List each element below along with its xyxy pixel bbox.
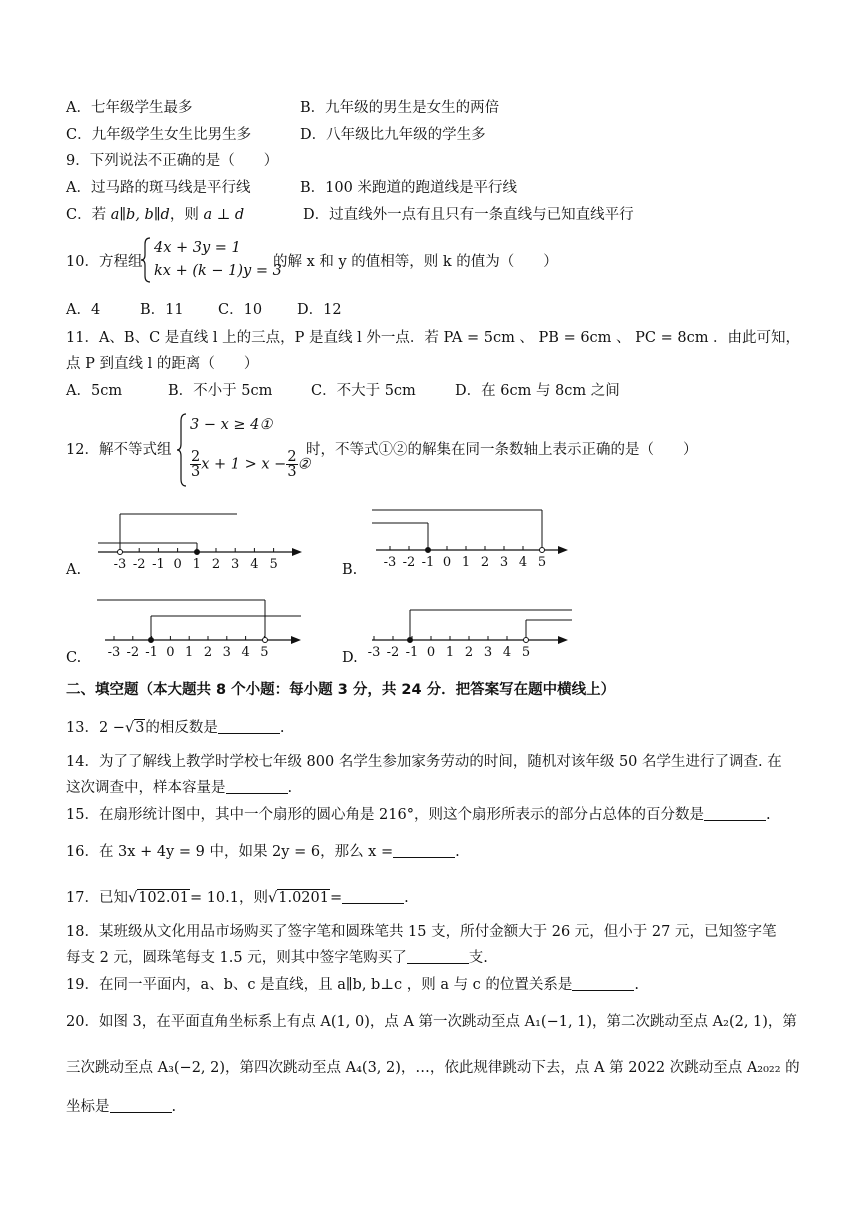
fraction-denominator: 3 <box>287 464 297 480</box>
fraction-denominator: 3 <box>191 464 201 480</box>
section-2-heading: 二、填空题（本大题共 8 个小题：每小题 3 分，共 24 分．把答案写在题中横线上） <box>66 682 616 698</box>
tick-label: 5 <box>269 557 278 570</box>
q15-answer-blank[interactable] <box>704 806 766 821</box>
q8-option-d: D．八年级比九年级的学生多 <box>300 127 486 143</box>
q20-end: . <box>171 1099 177 1115</box>
number-line-b-svg <box>370 506 580 570</box>
tick-label: -1 <box>421 555 435 570</box>
q13-post: 的相反数是 <box>145 720 218 736</box>
tick-label: 4 <box>241 645 250 658</box>
q14-text: 这次调查中，样本容量是 <box>66 780 226 796</box>
q19-end: . <box>634 977 640 993</box>
q13-radicand: 3 <box>135 720 145 736</box>
q17-answer-blank[interactable] <box>342 889 404 904</box>
q12-option-b-label: B. <box>342 562 358 578</box>
q15-text: 15．在扇形统计图中，其中一个扇形的圆心角是 216°，则这个扇形所表示的部分占总体的百分数是 <box>66 807 704 823</box>
tick-label: 1 <box>461 555 471 570</box>
tick-label: -3 <box>113 557 127 570</box>
q11-option-d: D．在 6cm 与 8cm 之间 <box>455 383 620 399</box>
q11-option-c: C．不大于 5cm <box>311 383 416 399</box>
q17-radicand-1: 102.01 <box>138 890 189 906</box>
q12-option-a-label: A. <box>66 562 82 578</box>
q13-answer-blank[interactable] <box>218 719 280 734</box>
tick-label: -3 <box>107 645 121 658</box>
number-line-c-svg <box>95 596 305 658</box>
q8-option-b: B．九年级的男生是女生的两倍 <box>300 100 500 116</box>
q10-number: 10．方程组 <box>66 254 143 270</box>
q18-line2 <box>66 948 488 968</box>
q9-c-math2: a ⊥ d <box>203 207 245 223</box>
q20-line3 <box>66 1097 176 1117</box>
fraction-two-thirds <box>190 450 201 479</box>
q11-option-b: B．不小于 5cm <box>168 383 273 399</box>
tick-label: 3 <box>231 557 240 570</box>
q20-text: 坐标是 <box>66 1099 110 1115</box>
q12-option-c-label: C. <box>66 650 82 666</box>
q12-eq2 <box>190 450 311 479</box>
fraction-two-thirds <box>286 450 297 479</box>
tick-label: 4 <box>502 645 512 658</box>
sqrt-symbol: √ <box>124 720 135 736</box>
tick-label: 2 <box>203 645 213 658</box>
q10-option-d: D．12 <box>297 302 342 318</box>
q18-line1: 18．某班级从文化用品市场购买了签字笔和圆珠笔共 15 支，所付金额大于 26 元，但小于 27 元，已知签字笔 <box>66 924 777 940</box>
fraction-numerator: 2 <box>191 449 201 465</box>
tick-label: 3 <box>483 645 493 658</box>
q10-equation-system <box>140 236 282 284</box>
q10-option-a: A．4 <box>66 302 101 318</box>
fraction-numerator: 2 <box>287 449 297 465</box>
q15-end: . <box>765 807 771 823</box>
tick-label: -1 <box>405 645 419 658</box>
q17 <box>66 888 409 908</box>
q17-eq: = <box>330 890 343 906</box>
tick-label: 1 <box>445 645 455 658</box>
number-line-d <box>368 606 576 658</box>
q12-eq2-mark: ② <box>297 456 311 473</box>
q17-mid: = 10.1，则 <box>189 890 268 906</box>
q19-text: 19．在同一平面内，a、b、c 是直线，且 a∥b, b⊥c ，则 a 与 c 的位置关系是 <box>66 977 573 993</box>
tick-label: 2 <box>464 645 474 658</box>
q14-end: . <box>287 780 293 796</box>
q10-option-b: B．11 <box>140 302 184 318</box>
q11-option-a: A．5cm <box>66 383 123 399</box>
brace-icon <box>176 412 188 488</box>
q17-radicand-2: 1.0201 <box>278 890 329 906</box>
number-line-b <box>370 506 580 570</box>
q12-stem-tail: 时，不等式①②的解集在同一条数轴上表示正确的是（ ） <box>306 442 698 458</box>
q12-inequality-system <box>176 412 316 488</box>
q19 <box>66 975 639 995</box>
tick-label: 5 <box>521 645 531 658</box>
q19-answer-blank[interactable] <box>572 976 634 991</box>
q9-stem: 9．下列说法不正确的是（ ） <box>66 153 279 169</box>
tick-label: -3 <box>368 645 381 658</box>
tick-label: -2 <box>126 645 140 658</box>
q10-eq1: 4x + 3y = 1 <box>154 240 241 256</box>
q9-option-d: D．过直线外一点有且只有一条直线与已知直线平行 <box>303 207 634 223</box>
tick-label: 1 <box>185 645 194 658</box>
q12-eq2-body: x + 1 > x − <box>201 456 287 473</box>
q10-stem-tail: 的解 x 和 y 的值相等，则 k 的值为（ ） <box>273 254 558 270</box>
q17-end: . <box>404 890 409 906</box>
q16-text: 16．在 3x + 4y = 9 中，如果 2y = 6，那么 x = <box>66 844 394 860</box>
q20-line1: 20．如图 3，在平面直角坐标系上有点 A(1, 0)，点 A 第一次跳动至点 A₁(−1, 1)，第二次跳动至点 A₂(2, 1)，第 <box>66 1014 797 1030</box>
tick-label: -3 <box>383 555 397 570</box>
q13-expr: 2 − <box>98 720 125 736</box>
tick-label: 2 <box>211 557 221 570</box>
tick-label: 4 <box>250 557 259 570</box>
tick-label: 1 <box>192 557 201 570</box>
ticks <box>368 636 530 658</box>
tick-label: 3 <box>222 645 231 658</box>
tick-label: 0 <box>426 645 436 658</box>
q12-number: 12．解不等式组 <box>66 442 172 458</box>
q20-answer-blank[interactable] <box>110 1098 172 1113</box>
tick-label: 2 <box>480 555 490 570</box>
q13 <box>66 718 285 738</box>
sqrt-symbol: √ <box>127 890 138 906</box>
q13-end: . <box>279 720 285 736</box>
q12-option-d-label: D. <box>342 650 358 666</box>
q9-option-b: B．100 米跑道的跑道线是平行线 <box>300 180 517 196</box>
q8-option-c: C．九年级学生女生比男生多 <box>66 127 252 143</box>
q16-end: . <box>455 844 460 860</box>
tick-label: 0 <box>173 557 182 570</box>
q13-prefix: 13． <box>66 720 99 736</box>
q14-line1: 14．为了了解线上教学时学校七年级 800 名学生参加家务劳动的时间，随机对该年级 50 名学生进行了调查. 在 <box>66 754 782 770</box>
q10-option-c: C．10 <box>218 302 263 318</box>
q15 <box>66 805 771 825</box>
q20-line2: 三次跳动至点 A₃(−2, 2)，第四次跳动至点 A₄(3, 2)，…，依此规律跳动下去，点 A 第 2022 次跳动至点 A₂₀₂₂ 的 <box>66 1060 800 1076</box>
tick-label: 0 <box>442 555 452 570</box>
q10-eq2: kx + (k − 1)y = 3 <box>154 263 282 279</box>
brace-icon <box>140 236 152 284</box>
q9-c-mid: ，则 <box>169 207 204 223</box>
tick-label: 5 <box>537 555 547 570</box>
q14-line2 <box>66 778 292 798</box>
tick-label: 4 <box>518 555 528 570</box>
q18-text: 每支 2 元，圆珠笔每支 1.5 元，则其中签字笔购买了 <box>66 950 407 966</box>
q11-line1: 11．A、B、C 是直线 l 上的三点，P 是直线 l 外一点．若 PA = 5cm 、 PB = 6cm 、 PC = 8cm ．由此可知， <box>66 330 801 346</box>
tick-label: -1 <box>145 645 158 658</box>
tick-label: 3 <box>499 555 509 570</box>
q12-eq1: 3 − x ≥ 4① <box>190 417 273 433</box>
tick-label: 5 <box>260 645 269 658</box>
tick-label: -2 <box>132 557 146 570</box>
q9-option-a: A．过马路的斑马线是平行线 <box>66 180 251 196</box>
sqrt-symbol: √ <box>268 890 278 906</box>
number-line-a <box>92 508 312 570</box>
q16-answer-blank[interactable] <box>393 843 455 858</box>
q18-end: 支. <box>468 950 488 966</box>
q9-option-c <box>66 205 244 225</box>
q16 <box>66 842 460 862</box>
number-line-d-svg <box>368 606 576 658</box>
q17-prefix: 17．已知 <box>66 890 128 906</box>
q18-answer-blank[interactable] <box>407 949 469 964</box>
q9-c-math: a∥b, b∥d <box>110 207 170 223</box>
tick-label: -1 <box>152 557 165 570</box>
q8-option-a: A．七年级学生最多 <box>66 100 193 116</box>
tick-label: -2 <box>386 645 400 658</box>
q9-c-prefix: C．若 <box>66 207 111 223</box>
number-line-a-svg <box>92 508 312 570</box>
tick-label: 0 <box>166 645 175 658</box>
ticks <box>108 636 269 658</box>
number-line-c <box>95 596 305 658</box>
q11-line2: 点 P 到直线 l 的距离（ ） <box>66 356 259 372</box>
q14-answer-blank[interactable] <box>226 779 288 794</box>
tick-label: -2 <box>402 555 416 570</box>
